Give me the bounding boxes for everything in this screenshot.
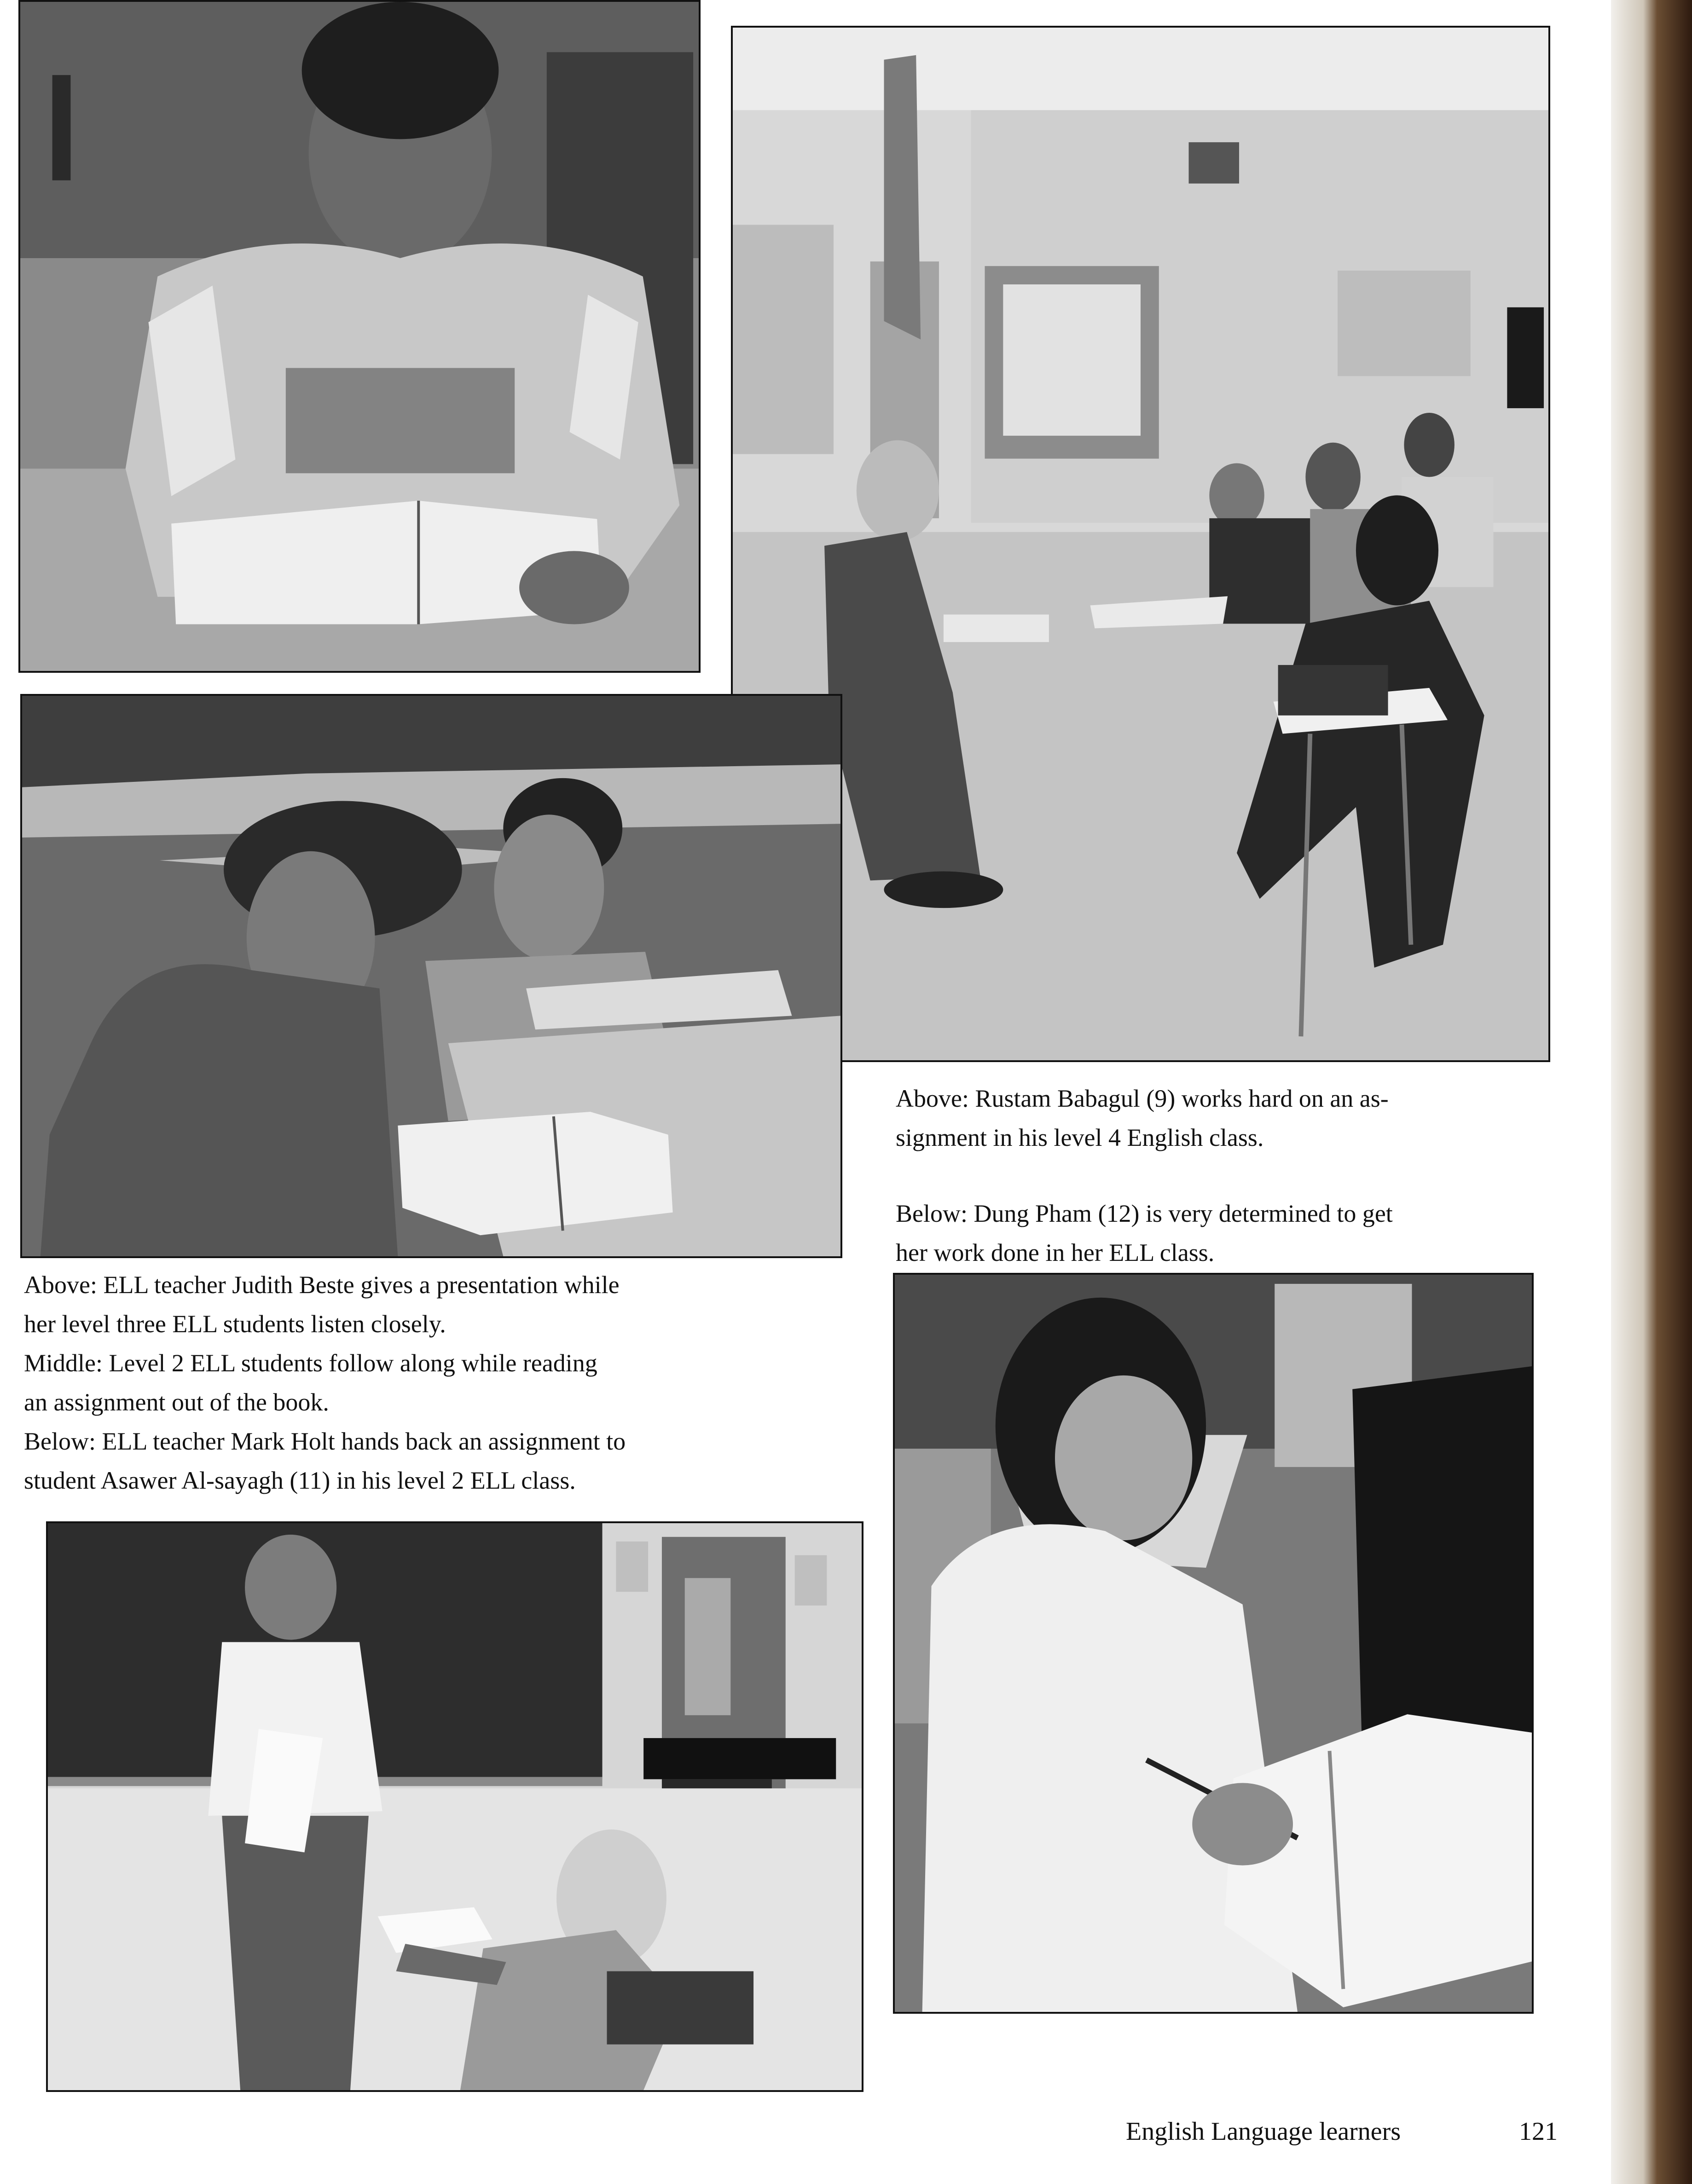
caption-left-line-2: her level three ELL students listen closely. — [24, 1310, 446, 1338]
photo-student-writing — [893, 1273, 1534, 2014]
photo-students-reading-image — [22, 696, 840, 1256]
caption-below-line-2: her work done in her ELL class. — [896, 1239, 1215, 1266]
footer-section-title: English Language learners — [1126, 2117, 1401, 2146]
caption-left-line-4: an assignment out of the book. — [24, 1388, 329, 1416]
caption-above-line-2: signment in his level 4 English class. — [896, 1124, 1264, 1151]
caption-spacer — [896, 1157, 1559, 1194]
caption-left-line-1: Above: ELL teacher Judith Beste gives a presentation while — [24, 1271, 620, 1299]
caption-below-line-1: Below: Dung Pham (12) is very determined to get — [896, 1200, 1393, 1227]
photo-student-with-book — [18, 0, 701, 673]
caption-left-line-6: student Asawer Al-sayagh (11) in his level 2 ELL class. — [24, 1467, 576, 1494]
photo-students-reading — [20, 694, 842, 1258]
footer-page-number: 121 — [1519, 2117, 1558, 2146]
caption-right-top — [896, 1079, 1559, 1272]
photo-classroom-presentation — [731, 26, 1550, 1062]
photo-student-writing-image — [895, 1275, 1532, 2012]
caption-left-middle — [24, 1265, 843, 1500]
photo-teacher-handing-assignment — [46, 1521, 863, 2092]
photo-classroom-presentation-image — [733, 28, 1548, 1060]
photo-teacher-handing-assignment-image — [48, 1523, 862, 2090]
photo-student-with-book-image — [20, 2, 699, 671]
page-edge — [1611, 0, 1692, 2184]
caption-left-line-3: Middle: Level 2 ELL students follow along while reading — [24, 1349, 597, 1377]
caption-left-line-5: Below: ELL teacher Mark Holt hands back an assignment to — [24, 1427, 626, 1455]
caption-above-line-1: Above: Rustam Babagul (9) works hard on an as- — [896, 1085, 1389, 1112]
